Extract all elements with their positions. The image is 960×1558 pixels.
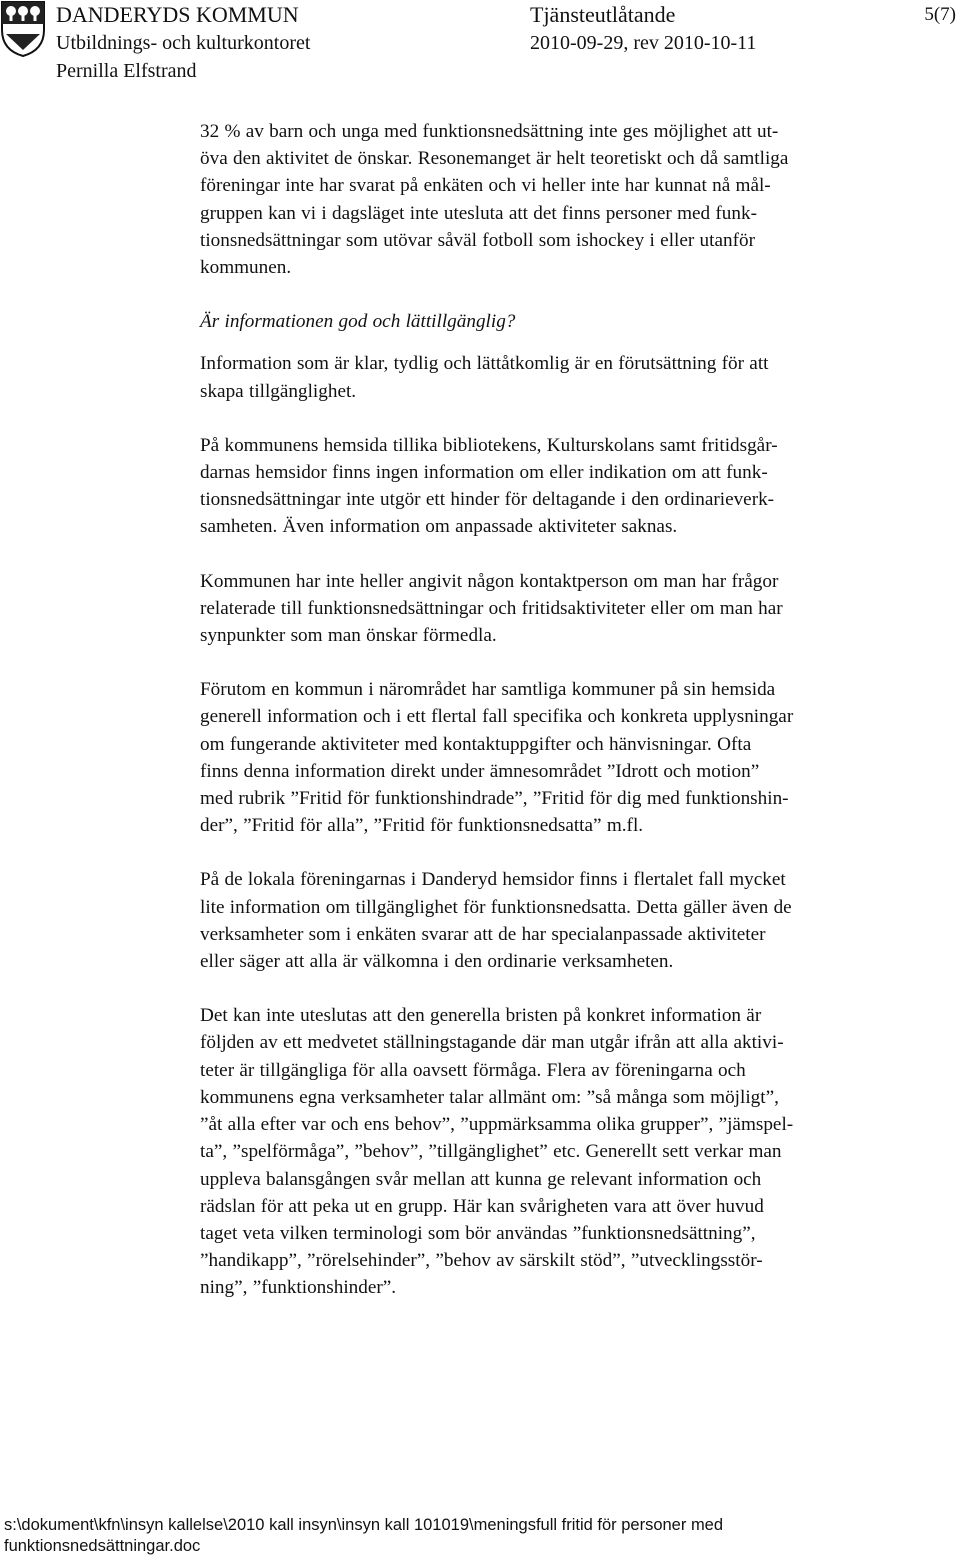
footer-path-line-1: s:\dokument\kfn\insyn kallelse\2010 kall insyn\insyn kall 101019\meningsfull fritid för personer med [4,1516,724,1534]
org-name: DANDERYDS KOMMUN [56,2,299,27]
document-date: 2010-09-29, rev 2010-10-11 [530,32,757,54]
paragraph-3: På kommunens hemsida tillika bibliotekens, Kulturskolans samt fritidsgår- darnas hemsidor finns ingen information om eller indikation om att funk- tionsnedsättningar inte utgör ett hinder för deltagande i den ordinarieverk- samheten. Även information om anpassade aktiviteter saknas. [200,434,778,538]
author: Pernilla Elfstrand [56,60,197,82]
document-type: Tjänsteutlåtande [530,2,676,27]
paragraph-7: Det kan inte uteslutas att den generella bristen på konkret information är följden av ett medvetet ställningstagande där man utgår ifrån att alla aktivi- teter är tillgängliga för alla oavsett förmåga. Flera av föreningarna och kommunens egna verksamheter talar allmänt om: ”så många som möjligt”, ”åt alla efter var och ens behov”, ”uppmärksamma olika grupper”, ”jämspel- ta”, ”spelförmåga”, ”behov”, ”tillgänglighet” etc. Generellt sett verkar man uppleva balansgången svår mellan att kunna ge relevant information och rädslan för att peka ut en grupp. Här kan svårigheten vara att över huvud taget veta vilken terminologi som bör användas ”funktionsnedsättning”, ”handikapp”, ”rörelsehinder”, ”behov av särskilt stöd”, ”utvecklingsstör- ning”, ”funktionshinder”. [200,1005,794,1299]
section-heading: Är informationen god och lättillgänglig? [200,311,516,333]
file-path-footer [4,1515,944,1557]
department: Utbildnings- och kulturkontoret [56,32,311,54]
document-body [200,118,930,1329]
page-number: 5(7) [924,4,956,25]
paragraph-4: Kommunen har inte heller angivit någon kontaktperson om man har frågor relaterade till funktionsnedsättningar och fritidsaktiviteter eller om man har synpunkter som man önskar förmedla. [200,570,783,647]
footer-path-line-2: funktionsnedsättningar.doc [4,1537,201,1555]
paragraph-2: Information som är klar, tydlig och lättåtkomlig är en förutsättning för att skapa tillgänglighet. [200,353,769,402]
municipality-logo [0,0,46,58]
paragraph-5: Förutom en kommun i närområdet har samtliga kommuner på sin hemsida generell information och i ett flertal fall specifika och konkreta upplysningar om fungerande aktiviteter med kontaktuppgifter och hänvisningar. Ofta finns denna information direkt under ämnesområdet ”Idrott och motion” med rubrik ”Fritid för funktionshindrade”, ”Fritid för dig med funktionshin- der”, ”Fritid för alla”, ”Fritid för funktionsnedsatta” m.fl. [200,679,794,837]
paragraph-1: 32 % av barn och unga med funktionsnedsättning inte ges möjlighet att ut- öva den aktivitet de önskar. Resonemanget är helt teoretiskt och då samtliga föreningar inte har svarat på enkäten och vi heller inte har kunnat nå mål- gruppen kan vi i dagsläget inte utesluta att det finns personer med funk- tionsnedsättningar som utövar såväl fotboll som ishockey i eller utanför kommunen. [200,121,789,279]
paragraph-6: På de lokala föreningarnas i Danderyd hemsidor finns i flertalet fall mycket lite information om tillgänglighet för funktionsnedsatta. Detta gäller även de verksamheter som i enkäten svarar att de har specialanpassade aktiviteter eller säger att alla är välkomna i den ordinarie verksamheten. [200,869,792,973]
